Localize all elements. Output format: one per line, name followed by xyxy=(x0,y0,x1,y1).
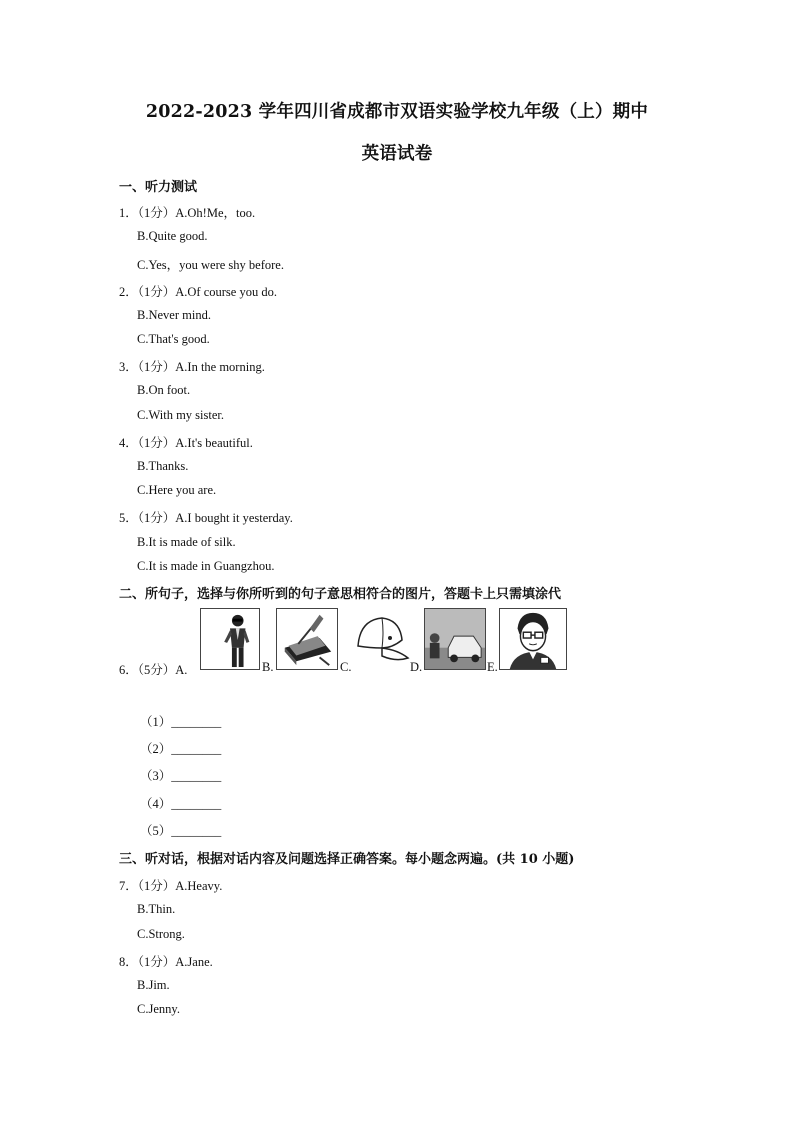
answer-blank-4[interactable]: （4）________ xyxy=(140,797,222,811)
question-2: 2．（1分）A.Of course you do. xyxy=(119,285,277,299)
option-1-b: B.Quite good. xyxy=(137,229,208,243)
picture-d-car xyxy=(424,608,486,670)
car-scene-icon xyxy=(425,609,485,669)
option-8-c: C.Jenny. xyxy=(137,1002,180,1016)
question-1: 1．（1分）A.Oh!Me，too. xyxy=(119,206,256,220)
picture-b-book xyxy=(276,608,338,670)
page-title-line-1: 2022-2023 学年四川省成都市双语实验学校九年级（上）期中 xyxy=(145,102,649,122)
man-with-glasses-icon xyxy=(500,609,566,669)
answer-blank-2[interactable]: （2）________ xyxy=(140,742,222,756)
option-4-c: C.Here you are. xyxy=(137,483,217,497)
answer-blank-1[interactable]: （1）________ xyxy=(140,715,222,729)
option-label-b: B. xyxy=(262,660,274,674)
question-4: 4．（1分）A.It's beautiful. xyxy=(119,436,253,450)
option-label-d: D. xyxy=(410,660,423,674)
option-2-b: B.Never mind. xyxy=(137,308,211,322)
option-2-c: C.That's good. xyxy=(137,332,210,346)
page-title-line-2: 英语试卷 xyxy=(361,144,433,164)
book-and-pen-icon xyxy=(277,609,337,669)
question-5: 5．（1分）A.I bought it yesterday. xyxy=(119,511,293,525)
option-3-b: B.On foot. xyxy=(137,383,191,397)
option-label-e: E. xyxy=(487,660,498,674)
picture-c-cap xyxy=(352,608,410,670)
question-3: 3．（1分）A.In the morning. xyxy=(119,360,265,374)
option-4-b: B.Thanks. xyxy=(137,459,189,473)
question-7: 7．（1分）A.Heavy. xyxy=(119,879,223,893)
picture-a-officer xyxy=(200,608,260,670)
picture-e-man xyxy=(499,608,567,670)
option-3-c: C.With my sister. xyxy=(137,408,224,422)
option-8-b: B.Jim. xyxy=(137,978,170,992)
section-heading-listening: 一、听力测试 xyxy=(119,180,198,195)
cap-icon xyxy=(352,608,410,670)
option-5-b: B.It is made of silk. xyxy=(137,535,236,549)
option-5-c: C.It is made in Guangzhou. xyxy=(137,559,275,573)
section-heading-pictures: 二、所句子，选择与你所听到的句子意思相符合的图片，答题卡上只需填涂代 xyxy=(119,587,562,602)
answer-blank-3[interactable]: （3）________ xyxy=(140,769,222,783)
option-label-c: C. xyxy=(340,660,352,674)
answer-blank-5[interactable]: （5）________ xyxy=(140,824,222,838)
option-1-c: C.Yes，you were shy before. xyxy=(137,258,284,272)
officer-figure-icon xyxy=(201,609,259,669)
option-7-b: B.Thin. xyxy=(137,902,176,916)
question-6: 6．（5分）A. xyxy=(119,663,188,677)
option-7-c: C.Strong. xyxy=(137,927,185,941)
question-8: 8．（1分）A.Jane. xyxy=(119,955,213,969)
section-heading-dialogues: 三、听对话，根据对话内容及问题选择正确答案。每小题念两遍。(共 10 小题) xyxy=(119,852,575,867)
